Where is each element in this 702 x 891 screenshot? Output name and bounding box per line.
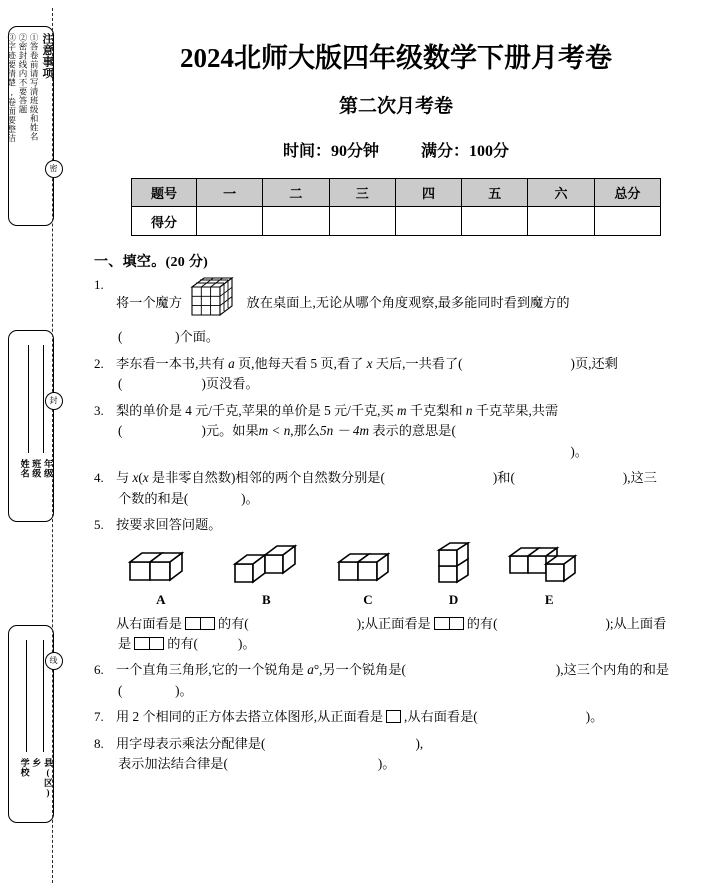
score-cell-5[interactable]	[462, 207, 528, 236]
shape-option-e	[504, 542, 594, 608]
exam-meta	[90, 138, 702, 161]
question-4-text-d: )和(	[492, 470, 515, 486]
score-cell-6[interactable]	[528, 207, 594, 236]
score-table-header-row	[132, 179, 661, 207]
shape-option-d	[431, 542, 477, 608]
question-3-text-a: 梨的单价是 4 元/千克,苹果的单价是 5 元/千克,买	[116, 402, 397, 418]
question-4-var-x2: x	[142, 470, 149, 486]
field-name: 姓名	[19, 459, 30, 478]
question-3-text-b: 千克梨和	[406, 402, 466, 418]
views-seg-1: 从右面看是	[116, 615, 182, 631]
question-3-line-2	[116, 421, 702, 441]
question-4-text-e: ),这三	[622, 470, 657, 486]
question-6-number: 6.	[94, 662, 104, 678]
shape-option-a	[122, 542, 200, 608]
question-6	[90, 660, 702, 701]
views-line2-a: 是	[118, 635, 132, 651]
question-7-number: 7.	[94, 709, 104, 725]
question-6-text-c: ),这三个内角的和是	[555, 662, 670, 678]
score-col-total: 总分	[594, 179, 660, 207]
question-8-line-2	[116, 754, 702, 774]
question-2	[90, 354, 702, 395]
shapes-diagram	[90, 542, 702, 608]
question-7-text-c: )。	[585, 709, 604, 725]
score-cell-2[interactable]	[263, 207, 329, 236]
question-2-text-b: 页,他每天看 5 页,看了	[234, 355, 367, 371]
question-4-text-b: (	[138, 470, 143, 486]
question-3-var-m: m	[396, 402, 407, 418]
question-2-text-c: 天后,一共看了(	[372, 355, 463, 371]
question-3-expr-2: 5n － 4m	[319, 423, 370, 439]
question-2-var-x: x	[366, 355, 373, 371]
score-table-row-label-1: 题号	[132, 179, 197, 207]
question-4-text-c: 是非零自然数)相邻的两个自然数分别是(	[148, 470, 385, 486]
one-cell-grid-icon	[386, 710, 401, 723]
question-7-text-b: ,从右面看是(	[404, 709, 478, 725]
score-col-1: 一	[197, 179, 263, 207]
question-list	[90, 275, 702, 775]
question-3-line2-a[interactable]: ( )元。如果	[118, 423, 259, 439]
question-3-number: 3.	[94, 402, 104, 418]
question-8	[90, 734, 702, 775]
question-6-var-a: a	[307, 662, 314, 678]
views-line2-c: )。	[237, 635, 256, 651]
question-3-line2-b: ,那么	[290, 423, 320, 439]
question-6-text-b: °,另一个锐角是(	[313, 662, 406, 678]
score-cell-4[interactable]	[395, 207, 461, 236]
question-2-line-2[interactable]: ( )页没看。	[118, 376, 259, 392]
rubiks-cube-icon	[188, 275, 240, 327]
seal-char-mi: 密	[45, 160, 63, 178]
question-4-line-2[interactable]: 个数的和是( )。	[118, 490, 259, 506]
shape-option-b	[227, 542, 305, 608]
two-cell-grid-icon-3	[134, 637, 164, 650]
question-4	[90, 468, 702, 509]
question-2-number: 2.	[94, 355, 104, 371]
seal-column	[0, 0, 90, 891]
page-title: 2024北师大版四年级数学下册月考卷	[180, 43, 612, 73]
views-line2-b: 的有(	[167, 635, 198, 651]
seal-char-xian: 线	[45, 652, 63, 670]
question-4-text-a: 与	[116, 470, 133, 486]
question-4-var-x1: x	[132, 470, 139, 486]
notice-line-3: ③字迹要清楚,卷面要整洁	[6, 33, 17, 143]
total-score-label: 满分：100分	[421, 143, 510, 160]
shape-label-d: D	[448, 591, 459, 607]
question-3	[90, 401, 702, 462]
exam-paper	[90, 0, 702, 891]
score-table	[131, 178, 661, 236]
views-seg-4: 的有(	[466, 615, 498, 631]
score-col-5: 五	[462, 179, 528, 207]
seal-dashed-line	[52, 8, 53, 883]
seal-char-feng: 封	[45, 392, 63, 410]
question-2-text-a: 李东看一本书,共有	[116, 355, 229, 371]
score-table-row-label-2: 得分	[132, 207, 197, 236]
question-5	[90, 515, 702, 535]
score-cell-total[interactable]	[594, 207, 660, 236]
question-8-line2-b: )。	[377, 756, 396, 772]
question-8-text-b: ),	[415, 735, 424, 751]
question-5-views	[90, 614, 702, 655]
shape-label-b: B	[262, 591, 271, 607]
question-6-text-a: 一个直角三角形,它的一个锐角是	[116, 662, 308, 678]
score-col-2: 二	[263, 179, 329, 207]
field-school: 学校	[19, 758, 30, 777]
two-cell-grid-icon-2	[434, 617, 464, 630]
views-seg-3: );从正面看是	[356, 615, 431, 631]
views-seg-5: );从上面看	[605, 615, 667, 631]
page-subtitle: 第二次月考卷	[338, 96, 453, 117]
score-col-4: 四	[395, 179, 461, 207]
views-line-2	[116, 634, 702, 654]
views-seg-2: 的有(	[217, 615, 249, 631]
shape-label-e: E	[544, 591, 554, 607]
score-col-3: 三	[329, 179, 395, 207]
question-8-text-a: 用字母表示乘法分配律是(	[116, 735, 266, 751]
question-3-text-c: 千克苹果,共需	[472, 402, 559, 418]
score-cell-1[interactable]	[197, 207, 263, 236]
notice-box	[8, 26, 54, 226]
field-class: 班级	[31, 459, 42, 478]
question-6-line-2[interactable]: ( )。	[118, 682, 193, 698]
question-1	[90, 275, 702, 348]
notice-line-2: ②密封线内不要答题	[17, 33, 28, 114]
question-1-text-b: 放在桌面上,无论从哪个角度观察,最多能同时看到魔方的	[246, 295, 570, 310]
question-1-number: 1.	[94, 277, 104, 292]
question-1-text-a: 将一个魔方	[116, 295, 182, 310]
question-7	[90, 707, 702, 727]
question-3-expr-1: m < n	[258, 423, 291, 439]
field-county: 县(区)	[43, 758, 53, 798]
question-3-line2-c: 表示的意思是(	[369, 423, 456, 439]
section-title-fill-in: 一、填空。(20 分)	[94, 255, 209, 270]
shape-label-c: C	[363, 591, 373, 607]
field-township: 乡	[31, 758, 42, 768]
question-7-text-a: 用 2 个相同的正方体去搭立体图形,从正面看是	[116, 709, 384, 725]
question-1-line-2[interactable]: ( )个面。	[118, 329, 220, 345]
question-3-var-n: n	[465, 402, 473, 418]
question-3-line-3: )。	[570, 443, 588, 459]
question-5-text: 按要求回答问题。	[116, 517, 222, 533]
question-8-line2-a: 表示加法结合律是(	[118, 756, 228, 772]
shape-label-a: A	[156, 591, 166, 607]
field-grade: 年级	[43, 459, 53, 478]
score-cell-3[interactable]	[329, 207, 395, 236]
question-4-number: 4.	[94, 470, 104, 486]
two-cell-grid-icon-1	[185, 617, 215, 630]
score-col-6: 六	[528, 179, 594, 207]
score-table-body-row	[132, 207, 661, 236]
shape-option-c	[333, 542, 403, 608]
time-label: 时间：90分钟	[282, 143, 379, 160]
question-2-text-d: )页,还剩	[570, 355, 618, 371]
question-2-var-a: a	[228, 355, 235, 371]
question-8-number: 8.	[94, 735, 104, 751]
student-info-box	[8, 330, 54, 522]
question-5-number: 5.	[94, 517, 104, 533]
notice-line-1: ①答卷前请写清班级和姓名	[29, 33, 40, 141]
notice-heading: 注意事项	[41, 33, 53, 79]
